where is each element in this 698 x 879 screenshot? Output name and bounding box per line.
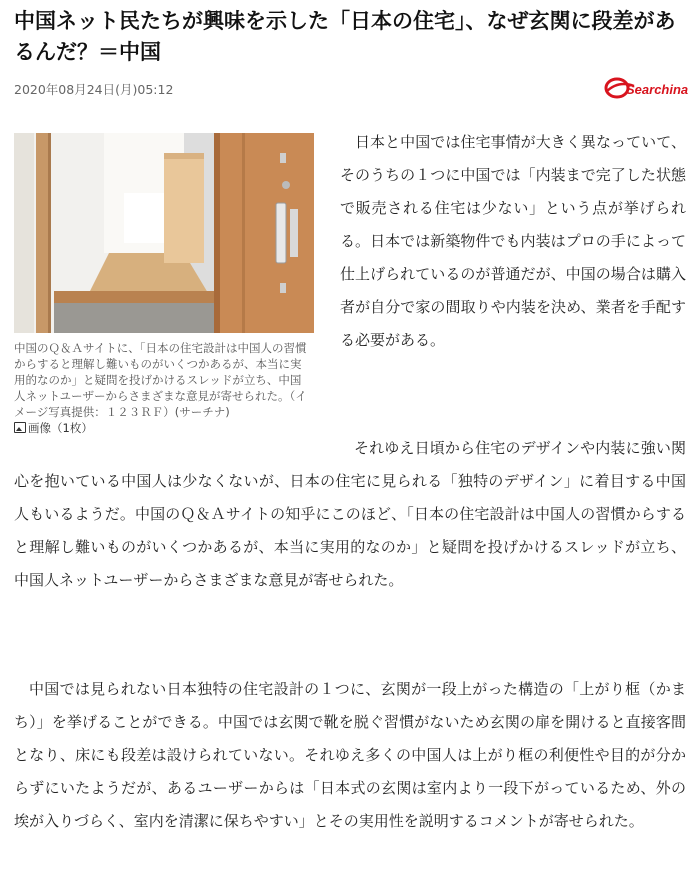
article-photo[interactable] xyxy=(14,133,314,333)
svg-text:Searchina: Searchina xyxy=(626,82,689,97)
article-date: 2020年08月24日(月)05:12 xyxy=(14,82,174,97)
body-paragraph-2: それゆえ日頃から住宅のデザインや内装に強い関心を抱いている中国人は少なくないが、日本の住宅に見られる「独特のデザイン」に着目する中国人もいるようだ。中国のＱ＆Ａサイトの知乎にこのほど、「日本の住宅設計は中国人の習慣からすると理解し難いものがいくつかあるが、本当に実用的なのか」と疑問を投げかけるスレッドが立ち、中国人ネットユーザーからさまざまな意見が寄せられた。 xyxy=(14,439,686,589)
body-paragraph-1: 日本と中国では住宅事情が大きく異なっていて、そのうちの１つに中国では「内装まで完了した状態で販売される住宅は少ない」という点が挙げられる。日本では新築物件でも内装はプロの手によって仕上げられているのが普通だが、中国の場合は購入者が自分で家の間取りや内装を決め、業者を手配する必要がある。 xyxy=(340,133,686,349)
photo-caption xyxy=(14,340,310,436)
article-title: 中国ネット民たちが興味を示した「日本の住宅」、なぜ玄関に段差があるんだ？＝中国 xyxy=(14,9,676,64)
image-count-label: 画像（1枚） xyxy=(28,421,93,435)
caption-text: 中国のＱ＆Ａサイトに、「日本の住宅設計は中国人の習慣からすると理解し難いものがいくつかあるが、本当に実用的なのか」と疑問を投げかけるスレッドが立ち、中国人ネットユーザーからさまざまな意見が寄せられた。（イメージ写真提供：１２３ＲＦ）(サーチナ) xyxy=(14,341,307,419)
genkan-entrance-image xyxy=(14,133,314,333)
searchina-logo[interactable] xyxy=(604,76,696,100)
body-paragraph-3: 中国では見られない日本独特の住宅設計の１つに、玄関が一段上がった構造の「上がり框（かまち）」を挙げることができる。中国では玄関で靴を脱ぐ習慣がないため玄関の扉を開けると直接客間となり、床にも段差は設けられていない。それゆえ多くの中国人は上がり框の利便性や目的が分からずにいたようだが、あるユーザーからは「日本式の玄関は室内より一段下がっているため、外の埃が入りづらく、室内を清潔に保ちやすい」とその実用性を説明するコメントが寄せられた。 xyxy=(14,680,686,830)
